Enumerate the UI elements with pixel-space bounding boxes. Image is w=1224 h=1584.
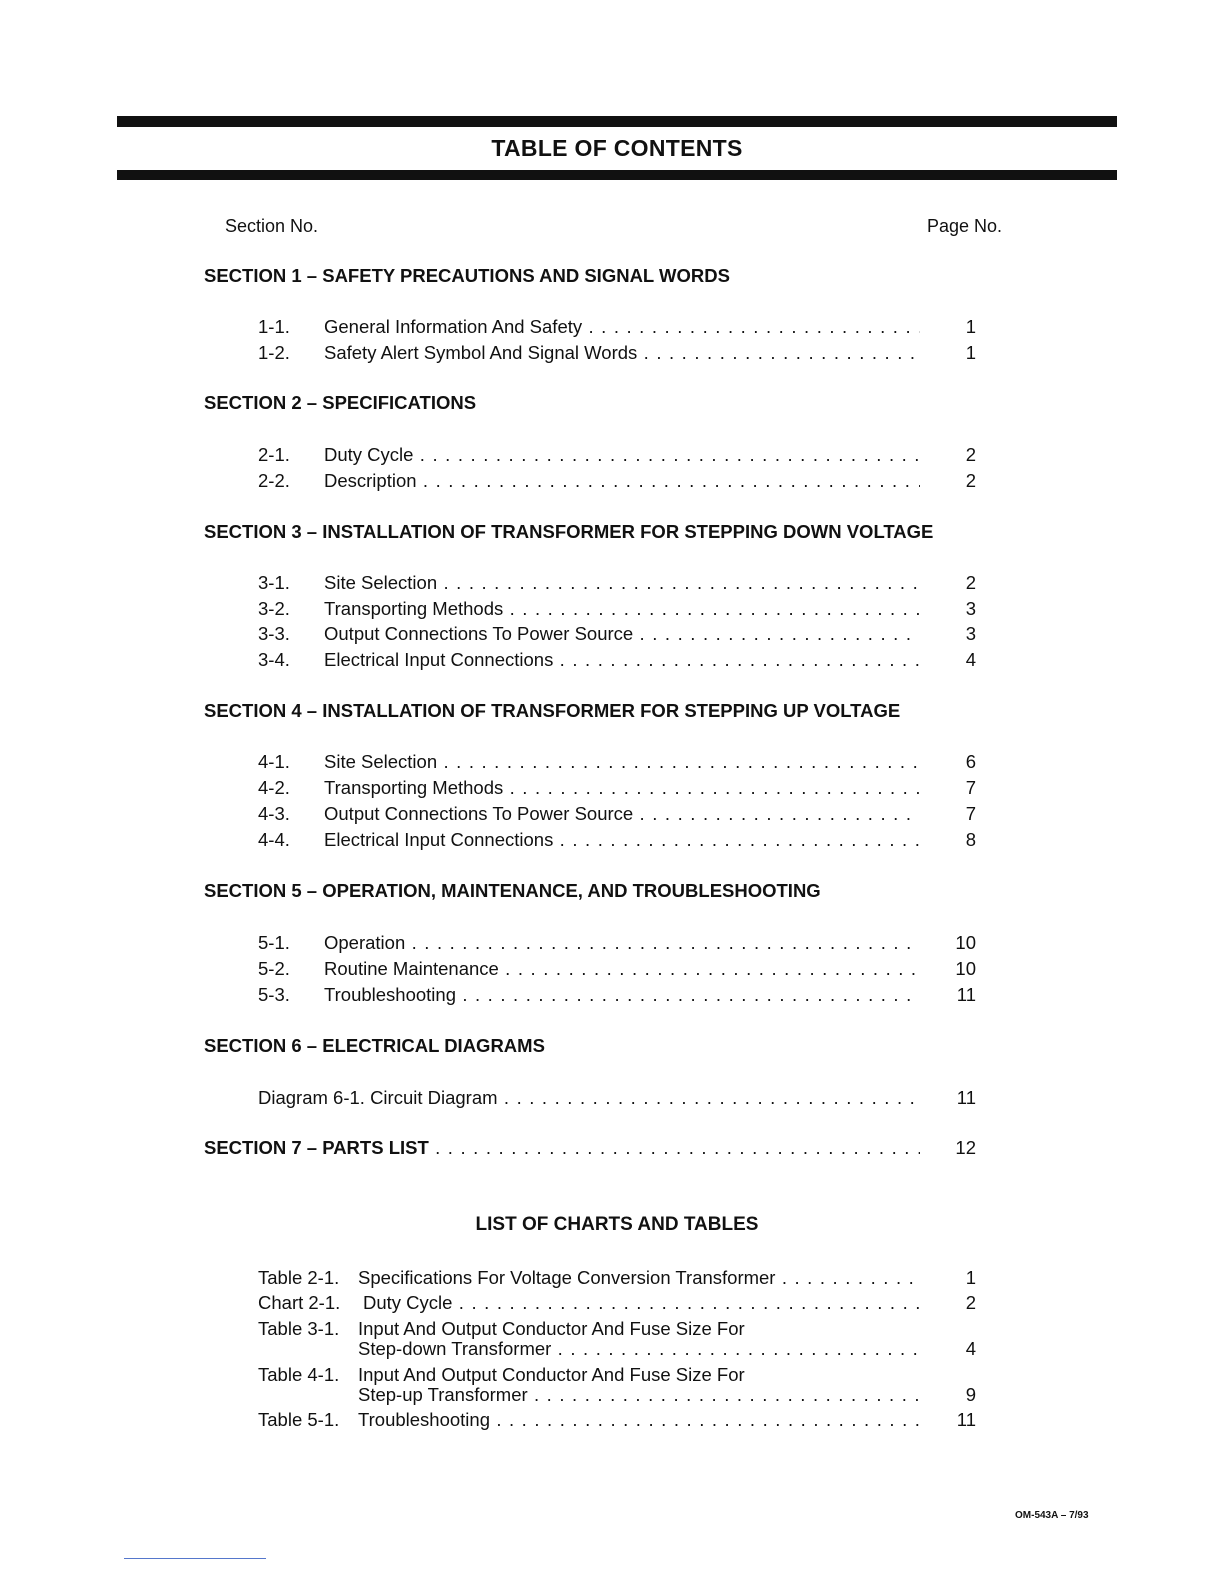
entry-label: Input And Output Conductor And Fuse Size For (358, 1318, 745, 1339)
entry-page: 2 (965, 1292, 976, 1313)
entry-page: 9 (965, 1384, 976, 1405)
toc-entry[interactable] (258, 342, 976, 366)
entry-label: Output Connections To Power Source . . . (324, 623, 920, 645)
entry-number: Table 5-1. (258, 1409, 340, 1430)
section-heading: SECTION 1 – SAFETY PRECAUTIONS AND SIGNAL WORDS (204, 265, 730, 286)
entry-number: Table 4-1. (258, 1364, 340, 1385)
entry-label: Duty Cycle . . . (363, 1292, 920, 1314)
section-no-heading: Section No. (225, 216, 319, 236)
toc-entry[interactable] (258, 572, 976, 596)
section-heading: SECTION 4 – INSTALLATION OF TRANSFORMER FOR STEPPING UP VOLTAGE (204, 700, 901, 721)
entry-label-continued: Step-down Transformer . . . (358, 1338, 920, 1360)
entry-label: Duty Cycle . . . (324, 444, 920, 466)
toc-entry[interactable] (258, 623, 976, 647)
chart-table-entry[interactable] (258, 1318, 976, 1364)
entry-number: Table 2-1. (258, 1267, 340, 1288)
entry-label: Input And Output Conductor And Fuse Size For (358, 1364, 745, 1385)
page-no-heading: Page No. (927, 216, 1003, 236)
entry-number: 4-3. (258, 803, 290, 824)
toc-entry[interactable] (258, 984, 976, 1008)
entry-label: Site Selection . . . (324, 751, 920, 773)
entry-number: 5-2. (258, 958, 290, 979)
entry-label: Output Connections To Power Source . . . (324, 803, 920, 825)
entry-number: 2-2. (258, 470, 290, 491)
entry-page: 4 (965, 1338, 976, 1359)
entry-number: 4-2. (258, 777, 290, 798)
toc-entry[interactable] (258, 958, 976, 982)
entry-page: 1 (965, 1267, 976, 1288)
entry-page: 1 (965, 316, 976, 337)
entry-label: Transporting Methods . . . (324, 598, 920, 620)
entry-page: 11 (956, 1409, 976, 1430)
toc-entry[interactable] (258, 777, 976, 801)
entry-page: 1 (965, 342, 976, 363)
entry-number: 4-1. (258, 751, 290, 772)
toc-entry[interactable] (258, 803, 976, 827)
entry-number: 3-3. (258, 623, 290, 644)
entry-label: Electrical Input Connections . . . (324, 649, 920, 671)
section-heading: SECTION 3 – INSTALLATION OF TRANSFORMER FOR STEPPING DOWN VOLTAGE (204, 521, 934, 542)
entry-page: 7 (965, 803, 976, 824)
toc-entry-section-7[interactable] (204, 1137, 976, 1161)
entry-page: 3 (965, 623, 976, 644)
entry-label: Transporting Methods . . . (324, 777, 920, 799)
entry-number: 4-4. (258, 829, 290, 850)
entry-number: 3-2. (258, 598, 290, 619)
top-rule (117, 116, 1117, 127)
entry-page: 10 (955, 958, 976, 979)
entry-label: Description . . . (324, 470, 920, 492)
entry-number: 2-1. (258, 444, 290, 465)
entry-label: Troubleshooting . . . (358, 1409, 920, 1431)
entry-label: Routine Maintenance . . . (324, 958, 920, 980)
entry-label: Troubleshooting . . . (324, 984, 920, 1006)
entry-number: Chart 2-1. (258, 1292, 341, 1313)
bottom-rule (124, 1558, 266, 1559)
entry-number: 5-3. (258, 984, 290, 1005)
entry-label: Safety Alert Symbol And Signal Words . . . (324, 342, 920, 364)
entry-label: Operation . . . (324, 932, 920, 954)
chart-table-entry[interactable] (258, 1292, 976, 1316)
chart-table-entry[interactable] (258, 1409, 976, 1433)
charts-tables-title: LIST OF CHARTS AND TABLES (475, 1214, 759, 1235)
toc-entry[interactable] (258, 751, 976, 775)
entry-page: 3 (965, 598, 976, 619)
entry-label: Electrical Input Connections . . . (324, 829, 920, 851)
entry-page: 8 (965, 829, 976, 850)
entry-page: 2 (965, 444, 976, 465)
entry-page: 2 (965, 470, 976, 491)
toc-entry[interactable] (258, 1087, 976, 1111)
entry-number: 1-1. (258, 316, 290, 337)
section-heading: SECTION 7 – PARTS LIST . . . (204, 1137, 920, 1159)
section-heading: SECTION 5 – OPERATION, MAINTENANCE, AND TROUBLESHOOTING (204, 880, 821, 901)
entry-label-continued: Step-up Transformer . . . (358, 1384, 920, 1406)
entry-number: 1-2. (258, 342, 290, 363)
entry-label: Diagram 6-1. Circuit Diagram . . . (258, 1087, 920, 1109)
entry-page: 11 (956, 984, 976, 1005)
entry-label: Site Selection . . . (324, 572, 920, 594)
page-title: TABLE OF CONTENTS (491, 135, 743, 161)
entry-page: 4 (965, 649, 976, 670)
entry-page: 10 (955, 932, 976, 953)
entry-number: Table 3-1. (258, 1318, 340, 1339)
chart-table-entry[interactable] (258, 1267, 976, 1291)
entry-page: 11 (956, 1087, 976, 1108)
entry-number: 5-1. (258, 932, 290, 953)
chart-table-entry[interactable] (258, 1364, 976, 1410)
toc-entry[interactable] (258, 444, 976, 468)
section-heading: SECTION 6 – ELECTRICAL DIAGRAMS (204, 1035, 545, 1056)
entry-number: 3-1. (258, 572, 290, 593)
toc-entry[interactable] (258, 470, 976, 494)
entry-label: Specifications For Voltage Conversion Transformer . . . (358, 1267, 920, 1289)
toc-entry[interactable] (258, 829, 976, 853)
entry-page: 6 (965, 751, 976, 772)
toc-entry[interactable] (258, 598, 976, 622)
entry-label: General Information And Safety . . . (324, 316, 920, 338)
entry-page: 2 (965, 572, 976, 593)
toc-entry[interactable] (258, 649, 976, 673)
toc-entry[interactable] (258, 316, 976, 340)
title-rule (117, 170, 1117, 180)
entry-number: 3-4. (258, 649, 290, 670)
toc-entry[interactable] (258, 932, 976, 956)
entry-page: 7 (965, 777, 976, 798)
entry-page: 12 (955, 1137, 976, 1158)
document-code: OM-543A – 7/93 (1015, 1510, 1089, 1521)
section-heading: SECTION 2 – SPECIFICATIONS (204, 392, 477, 413)
